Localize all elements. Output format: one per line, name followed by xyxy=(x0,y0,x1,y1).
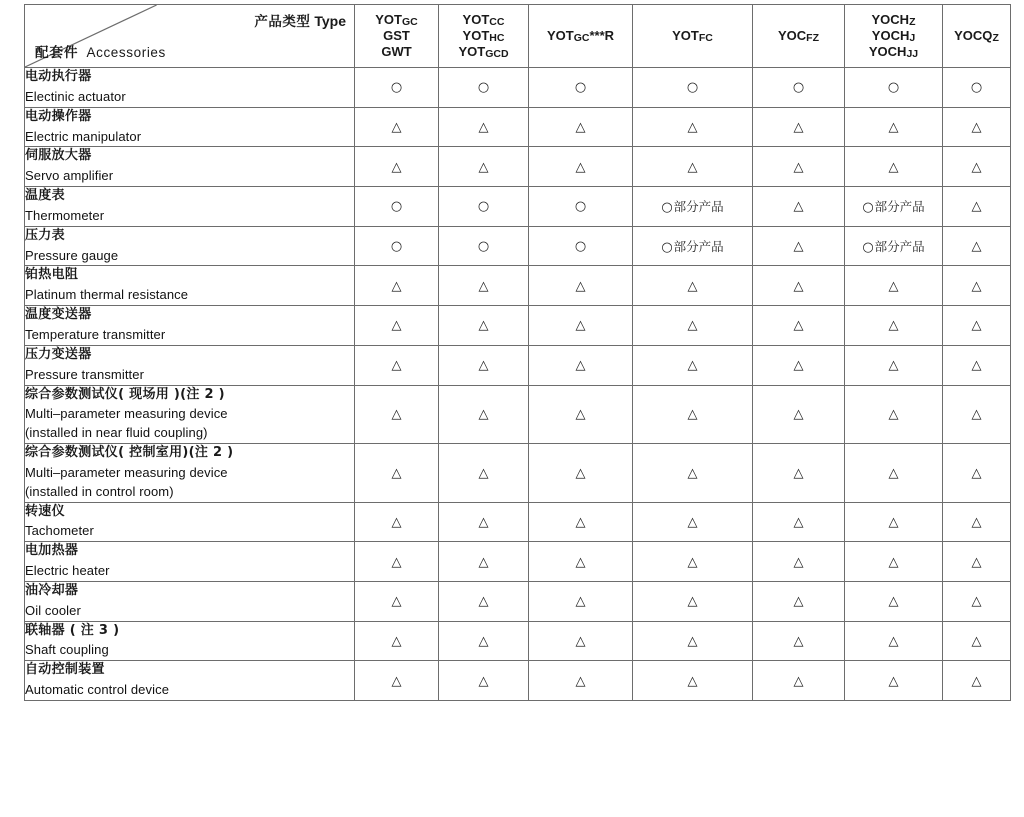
triangle-mark-icon: △ xyxy=(793,407,804,423)
matrix-cell xyxy=(529,444,633,503)
row-header-cell xyxy=(25,385,355,444)
cell-note: 部分产品 xyxy=(673,199,724,215)
row-label-cn: 电动操作器 xyxy=(25,108,92,124)
row-label-cn: 压力变送器 xyxy=(25,346,92,362)
column-header-3: YOTGC***R xyxy=(529,5,633,68)
matrix-cell xyxy=(845,306,943,346)
accessories-axis-label-en: Accessories xyxy=(86,45,166,60)
matrix-cell xyxy=(529,502,633,542)
matrix-cell xyxy=(943,345,1011,385)
matrix-cell xyxy=(529,266,633,306)
circle-mark-icon: ○ xyxy=(477,199,490,215)
triangle-mark-icon: △ xyxy=(793,673,804,689)
row-label-en: Temperature transmitter xyxy=(25,326,166,342)
row-header-cell xyxy=(25,621,355,661)
matrix-cell xyxy=(633,581,753,621)
triangle-mark-icon: △ xyxy=(793,514,804,530)
row-header-cell xyxy=(25,444,355,503)
triangle-mark-icon: △ xyxy=(971,199,982,215)
table-body xyxy=(25,68,1011,701)
triangle-mark-icon: △ xyxy=(687,358,698,374)
triangle-mark-icon: △ xyxy=(575,120,586,136)
row-label-cn: 伺服放大器 xyxy=(25,148,92,164)
triangle-mark-icon: △ xyxy=(575,318,586,334)
triangle-mark-icon: △ xyxy=(793,199,804,215)
matrix-cell xyxy=(845,581,943,621)
matrix-cell xyxy=(633,385,753,444)
table-row xyxy=(25,345,1011,385)
triangle-mark-icon: △ xyxy=(575,159,586,175)
matrix-cell xyxy=(943,542,1011,582)
matrix-cell xyxy=(753,385,845,444)
triangle-mark-icon: △ xyxy=(793,633,804,649)
matrix-cell xyxy=(845,444,943,503)
matrix-cell xyxy=(845,345,943,385)
row-header-cell xyxy=(25,502,355,542)
matrix-cell xyxy=(943,502,1011,542)
matrix-cell xyxy=(529,542,633,582)
row-label-cn: 联轴器 ( 注 3 ) xyxy=(25,622,120,638)
triangle-mark-icon: △ xyxy=(888,594,899,610)
triangle-mark-icon: △ xyxy=(478,554,489,570)
matrix-cell xyxy=(845,542,943,582)
accessories-axis-label xyxy=(35,41,166,61)
triangle-mark-icon: △ xyxy=(793,239,804,255)
triangle-mark-icon: △ xyxy=(391,407,402,423)
matrix-cell xyxy=(439,444,529,503)
triangle-mark-icon: △ xyxy=(391,318,402,334)
table-row xyxy=(25,266,1011,306)
row-label-en: Multi–parameter measuring device xyxy=(25,406,228,422)
matrix-cell xyxy=(633,68,753,108)
matrix-cell xyxy=(943,68,1011,108)
triangle-mark-icon: △ xyxy=(391,358,402,374)
triangle-mark-icon: △ xyxy=(478,159,489,175)
row-header-cell xyxy=(25,581,355,621)
table-row xyxy=(25,542,1011,582)
row-label-en: Shaft coupling xyxy=(25,642,109,658)
matrix-cell xyxy=(439,306,529,346)
triangle-mark-icon: △ xyxy=(391,465,402,481)
triangle-mark-icon: △ xyxy=(478,465,489,481)
triangle-mark-icon: △ xyxy=(575,407,586,423)
matrix-cell xyxy=(355,266,439,306)
triangle-mark-icon: △ xyxy=(687,318,698,334)
row-label-cn: 综合参数测试仪( 现场用 )(注 2 ) xyxy=(25,386,225,402)
circle-mark-icon: ○ xyxy=(661,240,673,256)
matrix-cell xyxy=(355,187,439,227)
circle-mark-icon: ○ xyxy=(970,80,983,96)
matrix-cell xyxy=(753,306,845,346)
row-label-cn: 自动控制装置 xyxy=(25,662,105,678)
triangle-mark-icon: △ xyxy=(687,633,698,649)
matrix-cell xyxy=(439,147,529,187)
triangle-mark-icon: △ xyxy=(575,554,586,570)
triangle-mark-icon: △ xyxy=(687,407,698,423)
matrix-cell xyxy=(529,187,633,227)
row-label-en: Oil cooler xyxy=(25,602,81,618)
matrix-cell xyxy=(943,147,1011,187)
matrix-cell xyxy=(439,385,529,444)
matrix-cell xyxy=(845,266,943,306)
row-label-en: Pressure gauge xyxy=(25,247,119,263)
triangle-mark-icon: △ xyxy=(391,120,402,136)
triangle-mark-icon: △ xyxy=(793,358,804,374)
circle-mark-icon: ○ xyxy=(390,199,403,215)
matrix-cell xyxy=(529,68,633,108)
triangle-mark-icon: △ xyxy=(971,554,982,570)
column-header-2: YOTCC YOTHC YOTGCD xyxy=(439,5,529,68)
matrix-cell xyxy=(633,147,753,187)
triangle-mark-icon: △ xyxy=(575,465,586,481)
matrix-cell xyxy=(633,266,753,306)
type-axis-label xyxy=(254,10,346,30)
triangle-mark-icon: △ xyxy=(793,554,804,570)
table-row xyxy=(25,147,1011,187)
matrix-cell xyxy=(529,581,633,621)
triangle-mark-icon: △ xyxy=(391,159,402,175)
accessories-axis-label-cn: 配套件 xyxy=(35,45,79,61)
matrix-cell xyxy=(355,581,439,621)
table-row xyxy=(25,187,1011,227)
matrix-cell xyxy=(845,107,943,147)
row-header-cell xyxy=(25,345,355,385)
circle-mark-icon: ○ xyxy=(887,80,900,96)
matrix-cell xyxy=(753,621,845,661)
triangle-mark-icon: △ xyxy=(478,278,489,294)
triangle-mark-icon: △ xyxy=(793,120,804,136)
matrix-cell xyxy=(355,385,439,444)
matrix-cell xyxy=(529,107,633,147)
matrix-cell xyxy=(943,581,1011,621)
triangle-mark-icon: △ xyxy=(971,239,982,255)
row-label-en: Multi–parameter measuring device xyxy=(25,464,228,480)
circle-mark-icon: ○ xyxy=(390,239,403,255)
triangle-mark-icon: △ xyxy=(575,594,586,610)
matrix-cell xyxy=(753,147,845,187)
row-label-en: Automatic control device xyxy=(25,682,170,698)
table-header-row xyxy=(25,5,1011,68)
matrix-cell xyxy=(753,444,845,503)
matrix-cell xyxy=(529,345,633,385)
matrix-cell xyxy=(943,107,1011,147)
matrix-cell xyxy=(439,345,529,385)
matrix-cell xyxy=(529,621,633,661)
triangle-mark-icon: △ xyxy=(687,278,698,294)
matrix-cell xyxy=(529,385,633,444)
triangle-mark-icon: △ xyxy=(971,633,982,649)
row-header-cell xyxy=(25,107,355,147)
matrix-cell xyxy=(845,502,943,542)
row-label-cn: 温度表 xyxy=(25,188,65,204)
triangle-mark-icon: △ xyxy=(971,159,982,175)
row-header-cell xyxy=(25,187,355,227)
matrix-cell xyxy=(943,306,1011,346)
matrix-cell xyxy=(355,661,439,701)
table-row xyxy=(25,502,1011,542)
matrix-cell xyxy=(845,187,943,227)
row-header-cell xyxy=(25,68,355,108)
matrix-cell xyxy=(355,226,439,266)
triangle-mark-icon: △ xyxy=(687,159,698,175)
row-header-cell xyxy=(25,661,355,701)
row-label-en: Electric heater xyxy=(25,563,110,579)
matrix-cell xyxy=(633,107,753,147)
row-label-en: Pressure transmitter xyxy=(25,366,145,382)
row-label-en: Electric manipulator xyxy=(25,128,142,144)
matrix-cell xyxy=(633,502,753,542)
triangle-mark-icon: △ xyxy=(687,594,698,610)
triangle-mark-icon: △ xyxy=(391,514,402,530)
triangle-mark-icon: △ xyxy=(478,318,489,334)
matrix-cell xyxy=(633,345,753,385)
column-header-7: YOCQZ xyxy=(943,5,1011,68)
triangle-mark-icon: △ xyxy=(478,407,489,423)
matrix-cell xyxy=(355,502,439,542)
circle-mark-icon: ○ xyxy=(862,200,874,216)
matrix-cell xyxy=(943,385,1011,444)
triangle-mark-icon: △ xyxy=(478,514,489,530)
matrix-cell xyxy=(753,266,845,306)
matrix-cell xyxy=(845,68,943,108)
triangle-mark-icon: △ xyxy=(971,120,982,136)
row-label-en: Thermometer xyxy=(25,207,105,223)
matrix-cell xyxy=(633,226,753,266)
triangle-mark-icon: △ xyxy=(971,514,982,530)
table-row xyxy=(25,68,1011,108)
matrix-cell xyxy=(633,306,753,346)
circle-mark-icon: ○ xyxy=(574,199,587,215)
matrix-cell xyxy=(529,661,633,701)
matrix-cell xyxy=(633,621,753,661)
table-row xyxy=(25,385,1011,444)
type-axis-label-cn: 产品类型 xyxy=(254,14,311,30)
row-header-cell xyxy=(25,266,355,306)
matrix-cell xyxy=(355,542,439,582)
matrix-cell xyxy=(753,661,845,701)
matrix-cell xyxy=(355,68,439,108)
matrix-cell xyxy=(439,187,529,227)
triangle-mark-icon: △ xyxy=(971,407,982,423)
triangle-mark-icon: △ xyxy=(888,358,899,374)
row-label-cn: 温度变送器 xyxy=(25,307,92,323)
type-axis-label-en: Type xyxy=(314,13,346,29)
row-header-cell xyxy=(25,226,355,266)
triangle-mark-icon: △ xyxy=(971,358,982,374)
row-label-en: Platinum thermal resistance xyxy=(25,287,189,303)
matrix-cell xyxy=(753,68,845,108)
table-row xyxy=(25,621,1011,661)
matrix-cell xyxy=(943,226,1011,266)
row-label-cn: 电动执行器 xyxy=(25,69,92,84)
circle-mark-icon: ○ xyxy=(477,80,490,96)
matrix-cell xyxy=(439,581,529,621)
triangle-mark-icon: △ xyxy=(687,514,698,530)
column-header-5: YOCFZ xyxy=(753,5,845,68)
row-label-cn: 压力表 xyxy=(25,227,65,243)
triangle-mark-icon: △ xyxy=(971,278,982,294)
table-row xyxy=(25,306,1011,346)
row-label-cn: 综合参数测试仪( 控制室用)(注 2 ) xyxy=(25,445,234,461)
matrix-cell xyxy=(633,187,753,227)
row-label-cn: 铂热电阻 xyxy=(25,267,79,283)
triangle-mark-icon: △ xyxy=(575,514,586,530)
table-row xyxy=(25,581,1011,621)
matrix-cell xyxy=(845,661,943,701)
circle-mark-icon: ○ xyxy=(574,80,587,96)
circle-mark-icon: ○ xyxy=(686,80,699,96)
matrix-cell xyxy=(943,266,1011,306)
triangle-mark-icon: △ xyxy=(888,159,899,175)
triangle-mark-icon: △ xyxy=(971,465,982,481)
matrix-cell xyxy=(439,107,529,147)
triangle-mark-icon: △ xyxy=(478,673,489,689)
matrix-cell xyxy=(355,147,439,187)
matrix-cell xyxy=(753,542,845,582)
matrix-cell xyxy=(355,621,439,661)
circle-mark-icon: ○ xyxy=(574,239,587,255)
cell-note: 部分产品 xyxy=(874,199,925,215)
row-label-en: (installed in control room) xyxy=(25,483,174,499)
triangle-mark-icon: △ xyxy=(575,633,586,649)
triangle-mark-icon: △ xyxy=(391,594,402,610)
triangle-mark-icon: △ xyxy=(391,633,402,649)
circle-mark-icon: ○ xyxy=(792,80,805,96)
triangle-mark-icon: △ xyxy=(888,407,899,423)
triangle-mark-icon: △ xyxy=(888,120,899,136)
triangle-mark-icon: △ xyxy=(793,594,804,610)
triangle-mark-icon: △ xyxy=(971,673,982,689)
triangle-mark-icon: △ xyxy=(478,358,489,374)
triangle-mark-icon: △ xyxy=(793,318,804,334)
matrix-cell xyxy=(753,107,845,147)
matrix-cell xyxy=(439,621,529,661)
accessories-type-matrix xyxy=(24,4,1011,701)
triangle-mark-icon: △ xyxy=(478,120,489,136)
row-label-en: Electinic actuator xyxy=(25,88,126,104)
triangle-mark-icon: △ xyxy=(793,465,804,481)
matrix-cell xyxy=(529,226,633,266)
matrix-cell xyxy=(439,661,529,701)
matrix-cell xyxy=(943,621,1011,661)
circle-mark-icon: ○ xyxy=(661,200,673,216)
circle-mark-icon: ○ xyxy=(477,239,490,255)
matrix-cell xyxy=(943,661,1011,701)
triangle-mark-icon: △ xyxy=(575,358,586,374)
triangle-mark-icon: △ xyxy=(391,554,402,570)
matrix-cell xyxy=(753,187,845,227)
matrix-cell xyxy=(439,266,529,306)
row-header-cell xyxy=(25,147,355,187)
matrix-cell xyxy=(845,226,943,266)
matrix-cell xyxy=(845,621,943,661)
row-label-cn: 电加热器 xyxy=(25,543,79,559)
triangle-mark-icon: △ xyxy=(888,633,899,649)
cell-note: 部分产品 xyxy=(874,239,925,255)
matrix-cell xyxy=(633,542,753,582)
corner-header-cell xyxy=(25,5,355,68)
table-row xyxy=(25,661,1011,701)
table-row xyxy=(25,107,1011,147)
triangle-mark-icon: △ xyxy=(793,159,804,175)
row-label-en: Servo amplifier xyxy=(25,168,114,184)
triangle-mark-icon: △ xyxy=(478,594,489,610)
matrix-cell xyxy=(753,502,845,542)
triangle-mark-icon: △ xyxy=(888,318,899,334)
triangle-mark-icon: △ xyxy=(793,278,804,294)
matrix-cell xyxy=(355,306,439,346)
triangle-mark-icon: △ xyxy=(391,278,402,294)
matrix-cell xyxy=(439,542,529,582)
triangle-mark-icon: △ xyxy=(971,594,982,610)
matrix-cell xyxy=(439,68,529,108)
triangle-mark-icon: △ xyxy=(478,633,489,649)
triangle-mark-icon: △ xyxy=(687,554,698,570)
column-header-1: YOTGC GST GWT xyxy=(355,5,439,68)
matrix-cell xyxy=(633,444,753,503)
circle-mark-icon: ○ xyxy=(390,80,403,96)
cell-note: 部分产品 xyxy=(673,239,724,255)
table-row xyxy=(25,444,1011,503)
row-header-cell xyxy=(25,306,355,346)
triangle-mark-icon: △ xyxy=(575,673,586,689)
row-header-cell xyxy=(25,542,355,582)
triangle-mark-icon: △ xyxy=(888,514,899,530)
matrix-cell xyxy=(943,444,1011,503)
triangle-mark-icon: △ xyxy=(687,465,698,481)
triangle-mark-icon: △ xyxy=(575,278,586,294)
matrix-cell xyxy=(439,226,529,266)
matrix-cell xyxy=(529,147,633,187)
column-header-6: YOCHZ YOCHJ YOCHJJ xyxy=(845,5,943,68)
row-label-cn: 转速仪 xyxy=(25,503,65,519)
table-row xyxy=(25,226,1011,266)
matrix-cell xyxy=(753,226,845,266)
matrix-cell xyxy=(845,147,943,187)
row-label-en: Tachometer xyxy=(25,523,94,539)
matrix-cell xyxy=(753,581,845,621)
row-label-en: (installed in near fluid coupling) xyxy=(25,425,208,441)
triangle-mark-icon: △ xyxy=(971,318,982,334)
matrix-cell xyxy=(439,502,529,542)
matrix-cell xyxy=(529,306,633,346)
row-label-cn: 油冷却器 xyxy=(25,582,79,598)
column-header-4: YOTFC xyxy=(633,5,753,68)
triangle-mark-icon: △ xyxy=(687,673,698,689)
triangle-mark-icon: △ xyxy=(888,554,899,570)
circle-mark-icon: ○ xyxy=(862,240,874,256)
matrix-cell xyxy=(845,385,943,444)
triangle-mark-icon: △ xyxy=(888,278,899,294)
matrix-cell xyxy=(355,107,439,147)
matrix-cell xyxy=(355,444,439,503)
triangle-mark-icon: △ xyxy=(888,673,899,689)
matrix-cell xyxy=(355,345,439,385)
matrix-cell xyxy=(753,345,845,385)
matrix-cell xyxy=(633,661,753,701)
triangle-mark-icon: △ xyxy=(888,465,899,481)
triangle-mark-icon: △ xyxy=(391,673,402,689)
matrix-cell xyxy=(943,187,1011,227)
triangle-mark-icon: △ xyxy=(687,120,698,136)
